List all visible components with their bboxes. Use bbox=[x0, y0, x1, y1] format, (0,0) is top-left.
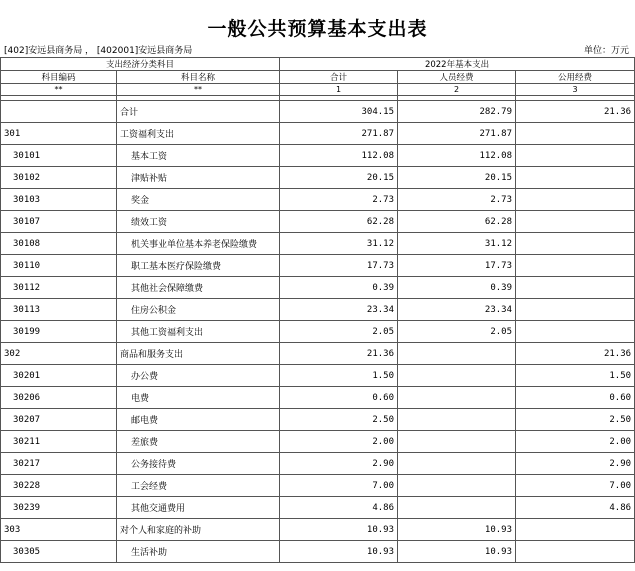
cell-public: 21.36 bbox=[516, 101, 635, 123]
cell-personnel: 0.39 bbox=[398, 277, 516, 299]
cell-name: 绩效工资 bbox=[117, 211, 280, 233]
cell-code: 30206 bbox=[1, 387, 117, 409]
cell-total: 2.50 bbox=[280, 409, 398, 431]
cell-name: 公务接待费 bbox=[117, 453, 280, 475]
table-row bbox=[1, 255, 635, 277]
cell-personnel bbox=[398, 409, 516, 431]
cell-name: 工资福利支出 bbox=[117, 123, 280, 145]
cell-name: 职工基本医疗保险缴费 bbox=[117, 255, 280, 277]
cell-personnel bbox=[398, 475, 516, 497]
cell-code: 30211 bbox=[1, 431, 117, 453]
table-row bbox=[1, 497, 635, 519]
table-row bbox=[1, 453, 635, 475]
cell-name: 工会经费 bbox=[117, 475, 280, 497]
cell-name: 机关事业单位基本养老保险缴费 bbox=[117, 233, 280, 255]
cell-personnel bbox=[398, 343, 516, 365]
cell-code: 30101 bbox=[1, 145, 117, 167]
cell-personnel bbox=[398, 453, 516, 475]
header-column-row bbox=[1, 71, 635, 84]
cell-code: 30228 bbox=[1, 475, 117, 497]
header-group-right: 2022年基本支出 bbox=[280, 58, 635, 71]
cell-personnel bbox=[398, 387, 516, 409]
cell-total: 2.05 bbox=[280, 321, 398, 343]
cell-code: 303 bbox=[1, 519, 117, 541]
cell-public bbox=[516, 277, 635, 299]
table-row bbox=[1, 321, 635, 343]
cell-total: 31.12 bbox=[280, 233, 398, 255]
cell-total: 4.86 bbox=[280, 497, 398, 519]
table-row bbox=[1, 365, 635, 387]
cell-name: 奖金 bbox=[117, 189, 280, 211]
cell-personnel: 282.79 bbox=[398, 101, 516, 123]
table-row bbox=[1, 211, 635, 233]
cell-name: 合计 bbox=[117, 101, 280, 123]
cell-personnel: 2.05 bbox=[398, 321, 516, 343]
cell-personnel bbox=[398, 497, 516, 519]
table-row bbox=[1, 189, 635, 211]
cell-personnel: 23.34 bbox=[398, 299, 516, 321]
cell-name: 电费 bbox=[117, 387, 280, 409]
table-row bbox=[1, 299, 635, 321]
cell-total: 10.93 bbox=[280, 541, 398, 563]
cell-name: 其他交通费用 bbox=[117, 497, 280, 519]
cell-personnel: 10.93 bbox=[398, 541, 516, 563]
cell-total: 304.15 bbox=[280, 101, 398, 123]
cell-personnel: 271.87 bbox=[398, 123, 516, 145]
cell-public bbox=[516, 189, 635, 211]
page-title: 一般公共预算基本支出表 bbox=[207, 18, 428, 40]
cell-public bbox=[516, 255, 635, 277]
table-row bbox=[1, 167, 635, 189]
table-row bbox=[1, 277, 635, 299]
cell-name: 邮电费 bbox=[117, 409, 280, 431]
cell-public: 0.60 bbox=[516, 387, 635, 409]
header-index-row bbox=[1, 84, 635, 96]
cell-code: 30113 bbox=[1, 299, 117, 321]
cell-personnel: 31.12 bbox=[398, 233, 516, 255]
cell-name: 办公费 bbox=[117, 365, 280, 387]
cell-total: 17.73 bbox=[280, 255, 398, 277]
cell-public bbox=[516, 519, 635, 541]
unit-label: 单位：万元 bbox=[583, 46, 629, 56]
cell-public: 1.50 bbox=[516, 365, 635, 387]
cell-name: 商品和服务支出 bbox=[117, 343, 280, 365]
cell-name: 差旅费 bbox=[117, 431, 280, 453]
cell-code: 30305 bbox=[1, 541, 117, 563]
index-3: 3 bbox=[516, 84, 635, 96]
cell-personnel bbox=[398, 431, 516, 453]
table-row bbox=[1, 409, 635, 431]
cell-code: 30103 bbox=[1, 189, 117, 211]
cell-total: 10.93 bbox=[280, 519, 398, 541]
org-unit-line bbox=[4, 43, 631, 56]
cell-name: 基本工资 bbox=[117, 145, 280, 167]
cell-code: 30112 bbox=[1, 277, 117, 299]
cell-code: 30102 bbox=[1, 167, 117, 189]
index-1: 1 bbox=[280, 84, 398, 96]
cell-public: 4.86 bbox=[516, 497, 635, 519]
table-row bbox=[1, 343, 635, 365]
cell-total: 2.90 bbox=[280, 453, 398, 475]
index-name: ** bbox=[117, 84, 280, 96]
cell-name: 其他社会保障缴费 bbox=[117, 277, 280, 299]
budget-table bbox=[0, 57, 635, 563]
cell-name: 其他工资福利支出 bbox=[117, 321, 280, 343]
cell-personnel: 17.73 bbox=[398, 255, 516, 277]
cell-personnel bbox=[398, 365, 516, 387]
cell-code: 30239 bbox=[1, 497, 117, 519]
cell-public: 2.90 bbox=[516, 453, 635, 475]
header-personnel: 人员经费 bbox=[398, 71, 516, 84]
cell-total: 21.36 bbox=[280, 343, 398, 365]
index-code: ** bbox=[1, 84, 117, 96]
cell-public: 2.50 bbox=[516, 409, 635, 431]
cell-code: 30207 bbox=[1, 409, 117, 431]
cell-total: 2.73 bbox=[280, 189, 398, 211]
cell-total: 20.15 bbox=[280, 167, 398, 189]
header-group-left: 支出经济分类科目 bbox=[1, 58, 280, 71]
cell-public: 2.00 bbox=[516, 431, 635, 453]
cell-total: 0.39 bbox=[280, 277, 398, 299]
cell-public bbox=[516, 211, 635, 233]
cell-code: 30107 bbox=[1, 211, 117, 233]
cell-total: 1.50 bbox=[280, 365, 398, 387]
cell-personnel: 62.28 bbox=[398, 211, 516, 233]
table-row bbox=[1, 233, 635, 255]
table-row bbox=[1, 519, 635, 541]
cell-code: 301 bbox=[1, 123, 117, 145]
cell-code: 30110 bbox=[1, 255, 117, 277]
cell-code: 30217 bbox=[1, 453, 117, 475]
header-code: 科目编码 bbox=[1, 71, 117, 84]
cell-public bbox=[516, 541, 635, 563]
table-row bbox=[1, 101, 635, 123]
cell-public: 21.36 bbox=[516, 343, 635, 365]
cell-public bbox=[516, 123, 635, 145]
cell-total: 23.34 bbox=[280, 299, 398, 321]
cell-code: 30108 bbox=[1, 233, 117, 255]
cell-personnel: 112.08 bbox=[398, 145, 516, 167]
table-row bbox=[1, 475, 635, 497]
cell-total: 2.00 bbox=[280, 431, 398, 453]
cell-personnel: 2.73 bbox=[398, 189, 516, 211]
cell-personnel: 10.93 bbox=[398, 519, 516, 541]
table-row bbox=[1, 145, 635, 167]
cell-public bbox=[516, 167, 635, 189]
header-public: 公用经费 bbox=[516, 71, 635, 84]
cell-public: 7.00 bbox=[516, 475, 635, 497]
table-row bbox=[1, 123, 635, 145]
cell-name: 住房公积金 bbox=[117, 299, 280, 321]
header-group-row bbox=[1, 58, 635, 71]
cell-code: 30199 bbox=[1, 321, 117, 343]
cell-public bbox=[516, 321, 635, 343]
cell-name: 生活补助 bbox=[117, 541, 280, 563]
cell-name: 津贴补贴 bbox=[117, 167, 280, 189]
cell-total: 0.60 bbox=[280, 387, 398, 409]
header-total: 合计 bbox=[280, 71, 398, 84]
cell-name: 对个人和家庭的补助 bbox=[117, 519, 280, 541]
cell-code: 30201 bbox=[1, 365, 117, 387]
org-label: [402]安远县商务局 ， [402001]安远县商务局 bbox=[4, 46, 193, 56]
cell-total: 271.87 bbox=[280, 123, 398, 145]
cell-total: 62.28 bbox=[280, 211, 398, 233]
table-row bbox=[1, 541, 635, 563]
cell-personnel: 20.15 bbox=[398, 167, 516, 189]
cell-public bbox=[516, 233, 635, 255]
cell-public bbox=[516, 299, 635, 321]
cell-total: 7.00 bbox=[280, 475, 398, 497]
header-name: 科目名称 bbox=[117, 71, 280, 84]
cell-public bbox=[516, 145, 635, 167]
index-2: 2 bbox=[398, 84, 516, 96]
table-row bbox=[1, 431, 635, 453]
cell-total: 112.08 bbox=[280, 145, 398, 167]
cell-code bbox=[1, 101, 117, 123]
cell-code: 302 bbox=[1, 343, 117, 365]
table-row bbox=[1, 387, 635, 409]
